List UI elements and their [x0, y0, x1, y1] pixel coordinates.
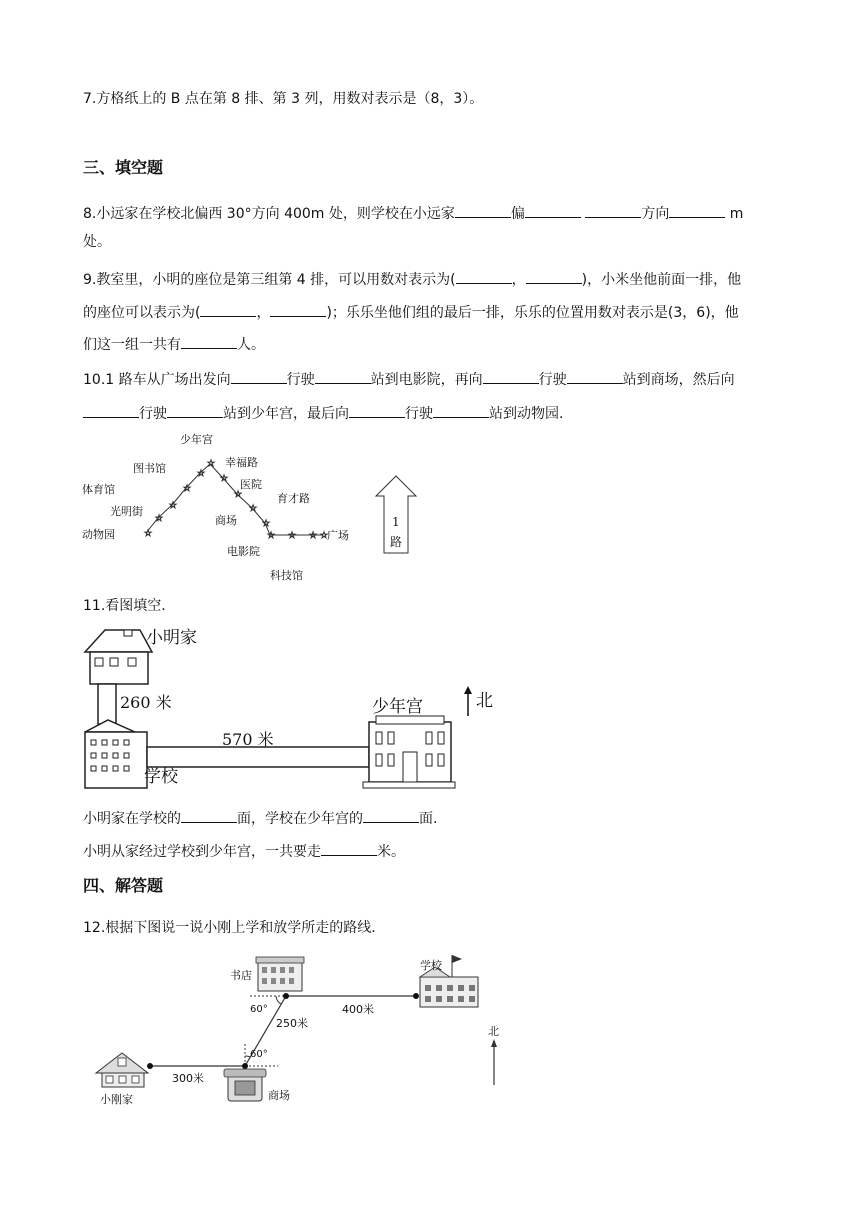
answer-blank[interactable]	[567, 369, 623, 384]
q10-line1c: 站到电影院，再向	[370, 372, 483, 388]
q11-line2b: 米。	[377, 844, 405, 860]
label-tiyuguan: 体育馆	[82, 483, 115, 496]
question-11-line1	[83, 808, 437, 828]
school-label: 学校	[420, 959, 442, 972]
answer-blank[interactable]	[181, 808, 237, 823]
vertical-road	[98, 684, 116, 724]
q8-part4: m	[729, 206, 744, 222]
q9-line1a: 9.教室里，小明的座位是第三组第 4 排，可以用数对表示为(	[83, 272, 456, 288]
question-10	[83, 369, 735, 389]
question-12-title	[83, 919, 376, 937]
route-point	[147, 1063, 153, 1069]
q10-line2d: 站到动物园.	[489, 406, 564, 422]
question-8	[83, 203, 743, 223]
station-star: ☆	[197, 469, 206, 479]
route-point	[413, 993, 419, 999]
home-label: 小明家	[146, 628, 197, 648]
station-star: ☆	[267, 531, 276, 541]
angle-label-bottom: 60°	[250, 1049, 268, 1060]
q9-line2a: 的座位可以表示为(	[83, 305, 201, 321]
q7-text: 7.方格纸上的 B 点在第 8 排、第 3 列，用数对表示是（8，3）。	[83, 91, 484, 107]
q11-line2a: 小明从家经过学校到少年宫，一共要走	[83, 844, 321, 860]
answer-blank[interactable]	[455, 203, 511, 218]
q9-comma: ，	[256, 305, 271, 321]
horizontal-road	[147, 747, 369, 767]
answer-blank[interactable]	[321, 841, 377, 856]
q10-line2c: 行驶	[405, 406, 433, 422]
q12-route-diagram	[90, 955, 510, 1115]
section-4-heading: 四、解答题	[83, 876, 164, 895]
route-point	[283, 993, 289, 999]
label-guangchang: 广场	[327, 529, 349, 542]
q8-part1: 8.小远家在学校北偏西 30°方向 400m 处，则学校在小远家	[83, 206, 455, 222]
station-star: ☆	[220, 474, 229, 484]
q8-part3: 方向	[641, 206, 670, 222]
answer-blank[interactable]	[181, 334, 237, 349]
question-9	[83, 269, 741, 289]
station-star: ☆	[183, 484, 192, 494]
north-label: 北	[488, 1025, 499, 1038]
q8-line2: 处。	[83, 234, 111, 250]
mall-label: 商场	[268, 1089, 290, 1102]
north-arrow-icon	[464, 686, 472, 716]
home-icon	[85, 630, 152, 684]
youth-palace-icon	[363, 716, 455, 788]
answer-blank[interactable]	[363, 808, 419, 823]
school-label: 学校	[144, 767, 178, 787]
route-point	[242, 1063, 248, 1069]
north-label: 北	[476, 691, 493, 711]
q9-comma: ，	[511, 272, 526, 288]
station-star: ☆	[249, 504, 258, 514]
answer-blank[interactable]	[483, 369, 539, 384]
distance-400: 400米	[342, 1003, 374, 1016]
answer-blank[interactable]	[349, 403, 405, 418]
station-star: ☆	[288, 531, 297, 541]
station-star: ☆	[155, 514, 164, 524]
arrow-road: 路	[390, 535, 403, 549]
q10-line1b: 行驶	[286, 372, 315, 388]
station-star: ☆	[207, 459, 216, 469]
mall-icon	[224, 1069, 266, 1101]
question-11-title	[83, 597, 166, 615]
q10-line1e: 站到商场，然后向	[622, 372, 735, 388]
school-icon	[85, 720, 147, 788]
station-star: ☆	[309, 531, 318, 541]
label-tushuguan: 图书馆	[133, 462, 166, 475]
answer-blank[interactable]	[669, 203, 725, 218]
distance-260: 260 米	[120, 693, 172, 712]
q10-line2a: 行驶	[139, 406, 167, 422]
label-dianyingyuan: 电影院	[227, 545, 260, 558]
answer-blank[interactable]	[525, 203, 581, 218]
answer-blank[interactable]	[456, 269, 512, 284]
question-9-line2	[83, 302, 739, 322]
angle-label-top: 60°	[250, 1004, 268, 1015]
station-star: ☆	[144, 529, 153, 539]
label-xingfulu: 幸福路	[225, 456, 258, 469]
bookstore-label: 书店	[230, 969, 252, 982]
q11-diagram	[80, 622, 520, 792]
palace-label: 少年宫	[372, 697, 423, 717]
question-7	[83, 90, 483, 108]
label-shaoniangong: 少年宫	[180, 433, 213, 446]
answer-blank[interactable]	[200, 302, 256, 317]
q10-line2b: 站到少年宫，最后向	[223, 406, 349, 422]
station-star: ☆	[234, 490, 243, 500]
distance-570: 570 米	[222, 730, 274, 749]
q9-line3b: 人。	[237, 337, 265, 353]
question-11-line2	[83, 841, 405, 861]
distance-250: 250米	[276, 1017, 308, 1030]
question-9-line3	[83, 334, 265, 354]
answer-blank[interactable]	[231, 369, 287, 384]
answer-blank[interactable]	[270, 302, 326, 317]
label-dongwuyuan: 动物园	[82, 528, 115, 541]
bookstore-icon	[256, 957, 304, 991]
label-yucailu: 育才路	[277, 492, 310, 505]
label-kejiguan: 科技馆	[270, 569, 303, 582]
q11-line1c: 面.	[419, 811, 438, 827]
answer-blank[interactable]	[83, 403, 139, 418]
arrow-number: 1	[392, 515, 400, 529]
station-star: ☆	[262, 519, 271, 529]
q10-line1d: 行驶	[538, 372, 567, 388]
bus-route-map	[80, 428, 440, 588]
label-shangchang: 商场	[215, 514, 237, 527]
section-3-heading: 三、填空题	[83, 158, 164, 177]
q12-title: 12.根据下图说一说小刚上学和放学所走的路线.	[83, 920, 376, 936]
answer-blank[interactable]	[585, 203, 641, 218]
answer-blank[interactable]	[433, 403, 489, 418]
question-10-line2	[83, 403, 563, 423]
q9-line1b: )，小米坐他前面一排，他	[581, 272, 742, 288]
home-icon	[96, 1053, 148, 1087]
north-arrow-icon	[491, 1039, 497, 1085]
q11-line1b: 面，学校在少年宫的	[237, 811, 363, 827]
question-8-line2	[83, 233, 111, 251]
answer-blank[interactable]	[315, 369, 371, 384]
q11-line1a: 小明家在学校的	[83, 811, 181, 827]
label-guangmingjie: 光明街	[110, 505, 143, 518]
answer-blank[interactable]	[526, 269, 582, 284]
answer-blank[interactable]	[167, 403, 223, 418]
q9-line3a: 们这一组一共有	[83, 337, 181, 353]
q10-line1a: 10.1 路车从广场出发向	[83, 372, 231, 388]
q9-line2b: )；乐乐坐他们组的最后一排，乐乐的位置用数对表示是(3，6)，他	[326, 305, 739, 321]
route-arrow-icon	[376, 476, 416, 553]
distance-300: 300米	[172, 1072, 204, 1085]
label-yiyuan: 医院	[240, 478, 262, 491]
home-label: 小刚家	[100, 1093, 133, 1106]
q11-title: 11.看图填空.	[83, 598, 166, 614]
station-star: ☆	[169, 501, 178, 511]
q8-part2: 偏	[510, 206, 525, 222]
station-star: ☆	[320, 531, 329, 541]
angle-arc	[276, 996, 281, 1004]
